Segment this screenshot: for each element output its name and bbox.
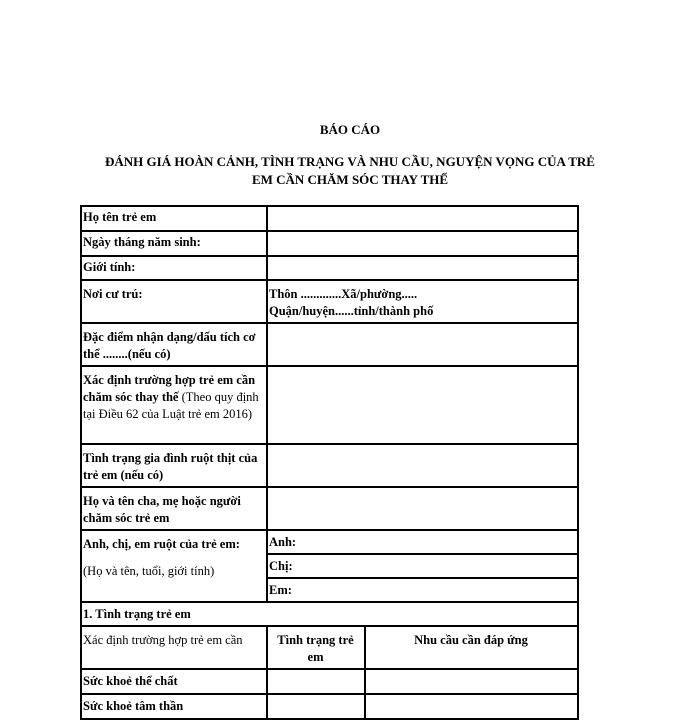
physical-health-needs[interactable] <box>365 669 578 694</box>
residence-line-1: Thôn .............Xã/phường..... <box>269 287 418 301</box>
mental-health-needs[interactable] <box>365 694 578 719</box>
assessment-form-table <box>80 205 579 720</box>
parents-label: Họ và tên cha, mẹ hoặc người chăm sóc trẻ em <box>81 487 267 530</box>
row-parents <box>81 487 578 530</box>
row-family-status <box>81 444 578 487</box>
siblings-label-cell <box>81 530 267 602</box>
row-mental-health <box>81 694 578 719</box>
marks-field[interactable] <box>267 323 578 366</box>
case-type-label <box>81 366 267 444</box>
row-section1 <box>81 602 578 626</box>
sibling-brother-field[interactable]: Anh: <box>267 530 578 554</box>
report-title: BÁO CÁO <box>319 122 381 137</box>
row-physical-health <box>81 669 578 694</box>
section1-title: 1. Tình trạng trẻ em <box>81 602 578 626</box>
case-type-label-bold: Xác định trường hợp trẻ em cần chăm sóc thay thế <box>83 373 256 404</box>
subtitle-line-2: EM CẦN CHĂM SÓC THAY THẾ <box>251 172 449 187</box>
report-subtitle <box>80 153 620 189</box>
residence-label: Nơi cư trú: <box>81 280 267 323</box>
residence-line-2: Quận/huyện......tỉnh/thành phố <box>269 304 434 318</box>
row-column-headers <box>81 626 578 669</box>
residence-field[interactable] <box>267 280 578 323</box>
row-residence <box>81 280 578 323</box>
row-case-type <box>81 366 578 444</box>
family-status-label: Tình trạng gia đình ruột thịt của trẻ em (nếu có) <box>81 444 267 487</box>
child-name-label: Họ tên trẻ em <box>81 206 267 231</box>
row-gender <box>81 256 578 280</box>
siblings-label: Anh, chị, em ruột của trẻ em: <box>83 537 240 551</box>
col-header-case: Xác định trường hợp trẻ em cần <box>81 626 267 669</box>
siblings-note: (Họ và tên, tuổi, giới tính) <box>83 564 215 578</box>
case-type-field[interactable] <box>267 366 578 444</box>
col-header-status: Tình trạng trẻ em <box>267 626 365 669</box>
row-identifying-marks <box>81 323 578 366</box>
family-status-field[interactable] <box>267 444 578 487</box>
child-name-field[interactable] <box>267 206 578 231</box>
physical-health-label: Sức khoẻ thể chất <box>81 669 267 694</box>
row-siblings-brother <box>81 530 578 554</box>
col-header-needs: Nhu cầu cần đáp ứng <box>365 626 578 669</box>
mental-health-status[interactable] <box>267 694 365 719</box>
sibling-younger-field[interactable]: Em: <box>267 578 578 602</box>
physical-health-status[interactable] <box>267 669 365 694</box>
parents-field[interactable] <box>267 487 578 530</box>
row-dob <box>81 231 578 256</box>
row-child-name <box>81 206 578 231</box>
gender-field[interactable] <box>267 256 578 280</box>
mental-health-label: Sức khoẻ tâm thần <box>81 694 267 719</box>
sibling-sister-field[interactable]: Chị: <box>267 554 578 578</box>
marks-label: Đặc điểm nhận dạng/dấu tích cơ thể ........(nếu có) <box>81 323 267 366</box>
case-type-label-note: (Theo quy định tại Điều 62 của Luật trẻ em 2016) <box>83 390 259 421</box>
subtitle-line-1: ĐÁNH GIÁ HOÀN CẢNH, TÌNH TRẠNG VÀ NHU CẦU, NGUYỆN VỌNG CỦA TRẺ <box>105 154 595 169</box>
gender-label: Giới tính: <box>81 256 267 280</box>
dob-label: Ngày tháng năm sinh: <box>81 231 267 256</box>
dob-field[interactable] <box>267 231 578 256</box>
